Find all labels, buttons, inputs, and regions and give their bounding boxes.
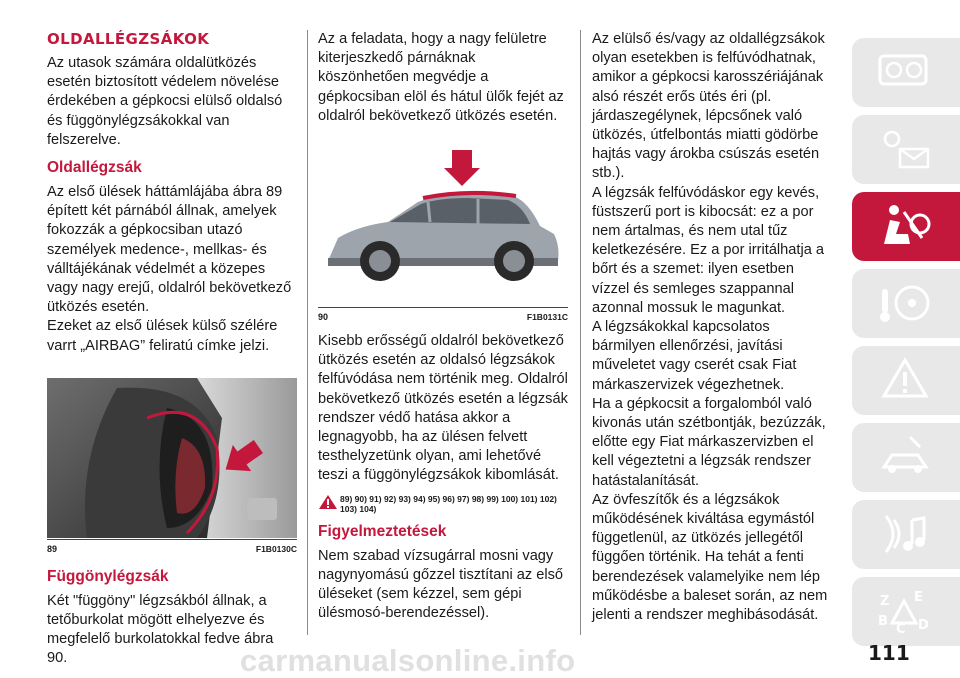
column-divider-2 xyxy=(580,30,581,635)
figure-90-caption-rule xyxy=(318,307,568,308)
curtain-airbag-continued: Az a feladata, hogy a nagy felületre kiterjeszkedő párnáknak köszönhetően megvédje a gépkocsiban elöl és hátul ülők fejét az oldalról bekövetkező ütközés esetén. xyxy=(318,31,564,124)
intro-paragraph: Az utasok számára oldalütközés esetén biztosított védelem növelése érdekében a gépkocsi elülső oldalsó és függönylégzsákokkal van felszerelve. xyxy=(47,55,283,148)
col3-paragraph-5: Az övfeszítők és a légzsákok működésének kiváltása egymástól függetlenül, az ütközés jellegétől függően történik. Ha tehát a fenti berendezések valamelyike nem lép működésbe a baleset során, az nem jelenti a rendszer meghibásodását. xyxy=(592,491,828,624)
tab-warning-lights[interactable] xyxy=(852,115,960,184)
figure-90-number: 90 xyxy=(318,312,329,323)
figure-90-code: F1B0131C xyxy=(526,312,568,323)
figure-90 xyxy=(318,146,568,326)
key-steering-icon xyxy=(870,275,940,331)
tab-dashboard[interactable] xyxy=(852,38,960,107)
chapter-tabs xyxy=(852,38,960,654)
multimedia-icon xyxy=(870,506,940,562)
figure-89-code: F1B0130C xyxy=(255,543,297,554)
tab-emergency[interactable] xyxy=(852,346,960,415)
col3-paragraph-2: A légzsák felfúvódáskor egy kevés, füstszerű port is kibocsát: ez a por nem ártalmas, és nem utal tűz keletkezésére. Ez a por irritálhatja a bőrt és a szemet: ilyen esetben vízzel és semleges szappannal azonnal mossuk le magunkat. xyxy=(592,184,824,316)
side-impact-paragraph: Kisebb erősségű oldalról bekövetkező ütközés esetén az oldalsó légzsákok felfúvódása nem történik meg. Oldalról bekövetkező ütközés esetén a légzsák rendszer védő hatása akkor a legnagyobb, ha az ülésen felvett testhelyzetünk olyan, ami lehetővé teszi a függönylégzsákok kibomlását. xyxy=(318,333,568,484)
figure-89-caption-rule xyxy=(47,539,297,540)
wrench-car-icon xyxy=(870,429,940,485)
side-airbag-paragraph-1: Az első ülések háttámlájába ábra 89 épített két párnából állnak, amelyek fokozzák a gépkocsiban utazó személyek medence-, mellkas- és válltájékának védelmét a közepes vagy nagy erejű, oldalról bekövetkező ütközés esetén. xyxy=(47,184,292,316)
tab-maintenance[interactable] xyxy=(852,423,960,492)
warning-references xyxy=(318,494,568,514)
curtain-airbag-title: Függönylégzsák xyxy=(47,567,169,585)
tab-multimedia[interactable] xyxy=(852,500,960,569)
warning-reference-list: 89) 90) 91) 92) 93) 94) 95) 96) 97) 98) 99) 100) 101) 102) 103) 104) xyxy=(340,493,557,514)
index-letters-icon xyxy=(870,583,940,639)
car-side-photo xyxy=(318,146,568,306)
seat-airbag-icon xyxy=(870,198,940,254)
svg-text:C: C xyxy=(896,622,906,637)
side-airbag-title: Oldallégzsák xyxy=(47,159,142,177)
curtain-airbag-paragraph: Két "függöny" légzsákból állnak, a tetőburkolat mögött elhelyezve és megfelelő burkolatokkal fedve ábra 90. xyxy=(47,592,274,667)
warning-triangle-icon xyxy=(318,494,338,510)
svg-text:B: B xyxy=(878,614,888,629)
col3-paragraph-3: A légzsákokkal kapcsolatos bármilyen ellenőrzési, javítási műveletet vagy cserét csak Fiat márkaszervizek végezhetnek. xyxy=(592,319,797,393)
watermark: carmanualsonline.info xyxy=(240,643,576,678)
column-1 xyxy=(47,30,297,669)
page-number: 111 xyxy=(868,641,910,665)
section-heading: OLDALLÉGZSÁKOK xyxy=(47,30,210,48)
figure-89-caption xyxy=(47,542,297,556)
column-divider-1 xyxy=(307,30,308,635)
dashboard-icon xyxy=(870,44,940,100)
col3-paragraph-4: Ha a gépkocsit a forgalomból való kivonás után szétbontják, bezúzzák, előtte egy Fiat márkaszervizben el kell végeztetni a légzsák rendszer hatástalanítását. xyxy=(592,395,826,489)
column-2 xyxy=(318,30,568,623)
caution-title: Figyelmeztetések xyxy=(318,522,447,540)
figure-89 xyxy=(47,378,297,558)
figure-90-caption xyxy=(318,310,568,324)
side-airbag-paragraph-2: Ezeket az első ülések külső szélére varrt „AIRBAG” feliratú címke jelzi. xyxy=(47,318,278,354)
tab-index[interactable] xyxy=(852,577,960,646)
column-3 xyxy=(592,30,832,625)
seat-airbag-photo xyxy=(47,378,297,538)
warning-lights-icon xyxy=(870,121,940,177)
caution-paragraph: Nem szabad vízsugárral mosni vagy nagynyomású gőzzel tisztítani az első üléseket (sem kézzel, sem gépi ülésmosó-berendezéssel). xyxy=(318,547,563,622)
col3-paragraph-1: Az elülső és/vagy az oldallégzsákok olyan esetekben is felfúvódhatnak, amikor a gépkocsi karosszériájának alsó részét erős ütés éri (pl. járdaszegélynek, lépcsőnek való ütközés, útfelbontás miatti gödörbe hajtás vagy árokba csúszás esetén stb.). xyxy=(592,31,825,182)
roadside-warning-icon xyxy=(870,352,940,408)
tab-starting-driving[interactable] xyxy=(852,269,960,338)
figure-89-number: 89 xyxy=(47,543,58,554)
tab-safety[interactable] xyxy=(852,192,960,261)
svg-text:D: D xyxy=(918,618,929,633)
svg-text:Z: Z xyxy=(880,594,890,609)
svg-text:E: E xyxy=(914,590,923,605)
